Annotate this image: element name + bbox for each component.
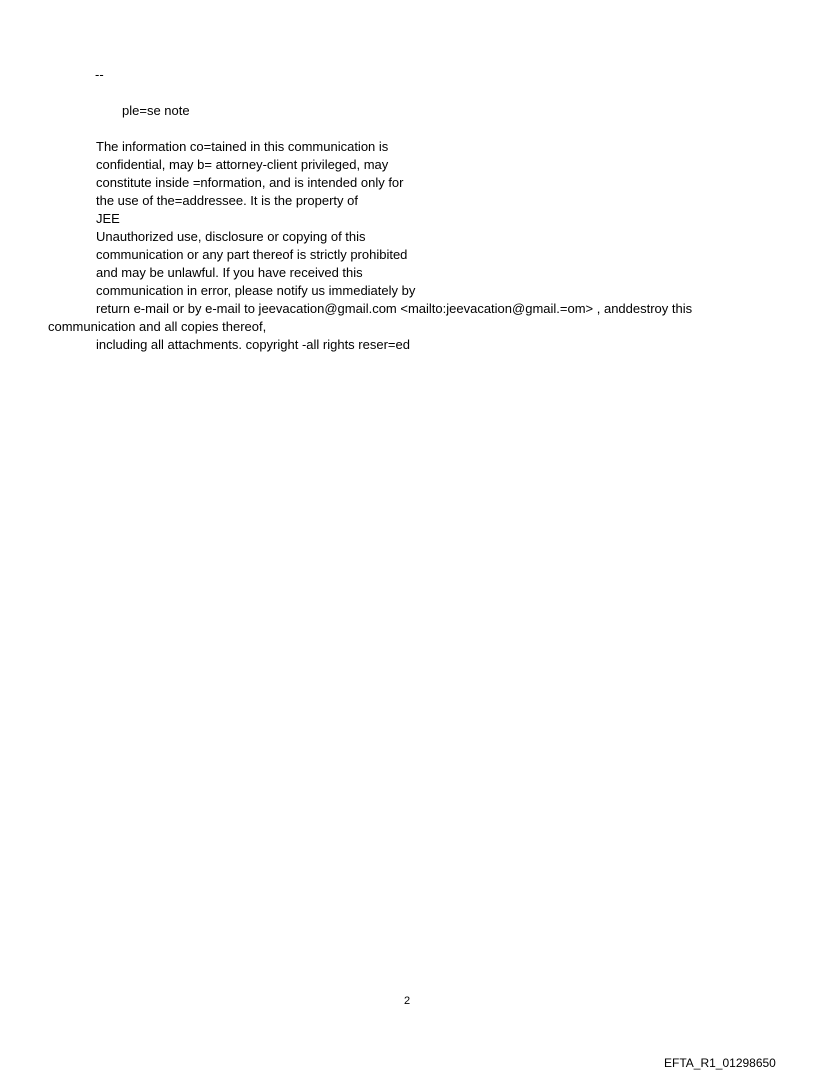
body-line-11: communication and all copies thereof, xyxy=(48,319,267,334)
body-line-8: and may be unlawful. If you have received this xyxy=(96,265,363,280)
separator-text: -- xyxy=(95,67,104,82)
body-line-7: communication or any part thereof is strictly prohibited xyxy=(96,247,408,262)
body-line-1: The information co=tained in this communication is xyxy=(96,139,389,154)
body-line-10: return e-mail or by e-mail to jeevacation@gmail.com <mailto:jeevacation@gmail.=om> , anddestroy this xyxy=(96,301,693,316)
page-number: 2 xyxy=(404,995,411,1007)
body-line-4: the use of the=addressee. It is the property of xyxy=(96,193,358,208)
body-line-5: JEE xyxy=(96,211,120,226)
body-line-3: constitute inside =nformation, and is intended only for xyxy=(96,175,404,190)
body-line-9: communication in error, please notify us immediately by xyxy=(96,283,416,298)
bates-id: EFTA_R1_01298650 xyxy=(664,1056,776,1070)
note-heading: ple=se note xyxy=(122,103,190,118)
body-line-12: including all attachments. copyright -all rights reser=ed xyxy=(96,337,410,352)
body-line-2: confidential, may b= attorney-client privileged, may xyxy=(96,157,389,172)
body-line-6: Unauthorized use, disclosure or copying of this xyxy=(96,229,366,244)
